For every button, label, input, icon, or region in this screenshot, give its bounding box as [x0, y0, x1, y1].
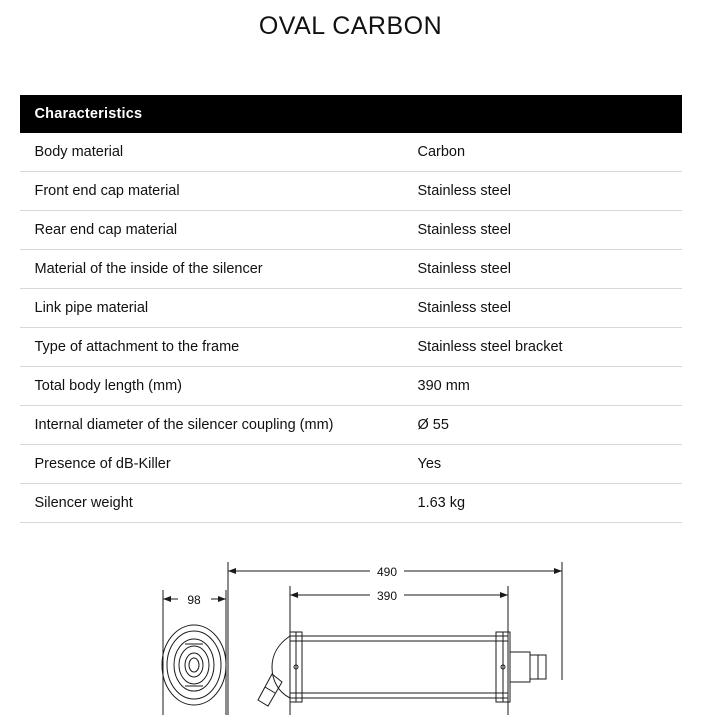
table-row: [20, 445, 682, 484]
row-value: Ø 55: [418, 406, 682, 445]
table-header: [20, 95, 682, 133]
characteristics-table: [20, 95, 682, 523]
row-value: Stainless steel: [418, 289, 682, 328]
table-body: [20, 133, 682, 523]
row-value: 1.63 kg: [418, 484, 682, 523]
row-label: Presence of dB-Killer: [20, 445, 418, 484]
table-row: [20, 484, 682, 523]
row-label: Link pipe material: [20, 289, 418, 328]
dimension-width: 98: [187, 593, 201, 607]
row-label: Total body length (mm): [20, 367, 418, 406]
row-label: Rear end cap material: [20, 211, 418, 250]
row-label: Internal diameter of the silencer coupling (mm): [20, 406, 418, 445]
table-header-label: Characteristics: [20, 95, 682, 133]
table-row: [20, 211, 682, 250]
row-value: Stainless steel: [418, 250, 682, 289]
row-label: Front end cap material: [20, 172, 418, 211]
page-title: OVAL CARBON: [258, 12, 443, 40]
technical-drawing: [0, 540, 701, 725]
table-row: [20, 406, 682, 445]
row-value: Stainless steel: [418, 172, 682, 211]
row-label: Material of the inside of the silencer: [20, 250, 418, 289]
row-label: Silencer weight: [20, 484, 418, 523]
dimension-body-length: 390: [376, 589, 398, 603]
table-row: [20, 250, 682, 289]
dimension-overall-length: 490: [376, 565, 398, 579]
row-value: Carbon: [418, 133, 682, 172]
table-row: [20, 289, 682, 328]
row-value: Stainless steel: [418, 211, 682, 250]
table-row: [20, 172, 682, 211]
row-label: Body material: [20, 133, 418, 172]
row-label: Type of attachment to the frame: [20, 328, 418, 367]
row-value: Yes: [418, 445, 682, 484]
table-row: [20, 328, 682, 367]
table-row: [20, 367, 682, 406]
row-value: Stainless steel bracket: [418, 328, 682, 367]
table-row: [20, 133, 682, 172]
row-value: 390 mm: [418, 367, 682, 406]
table-header-row: [20, 95, 682, 133]
